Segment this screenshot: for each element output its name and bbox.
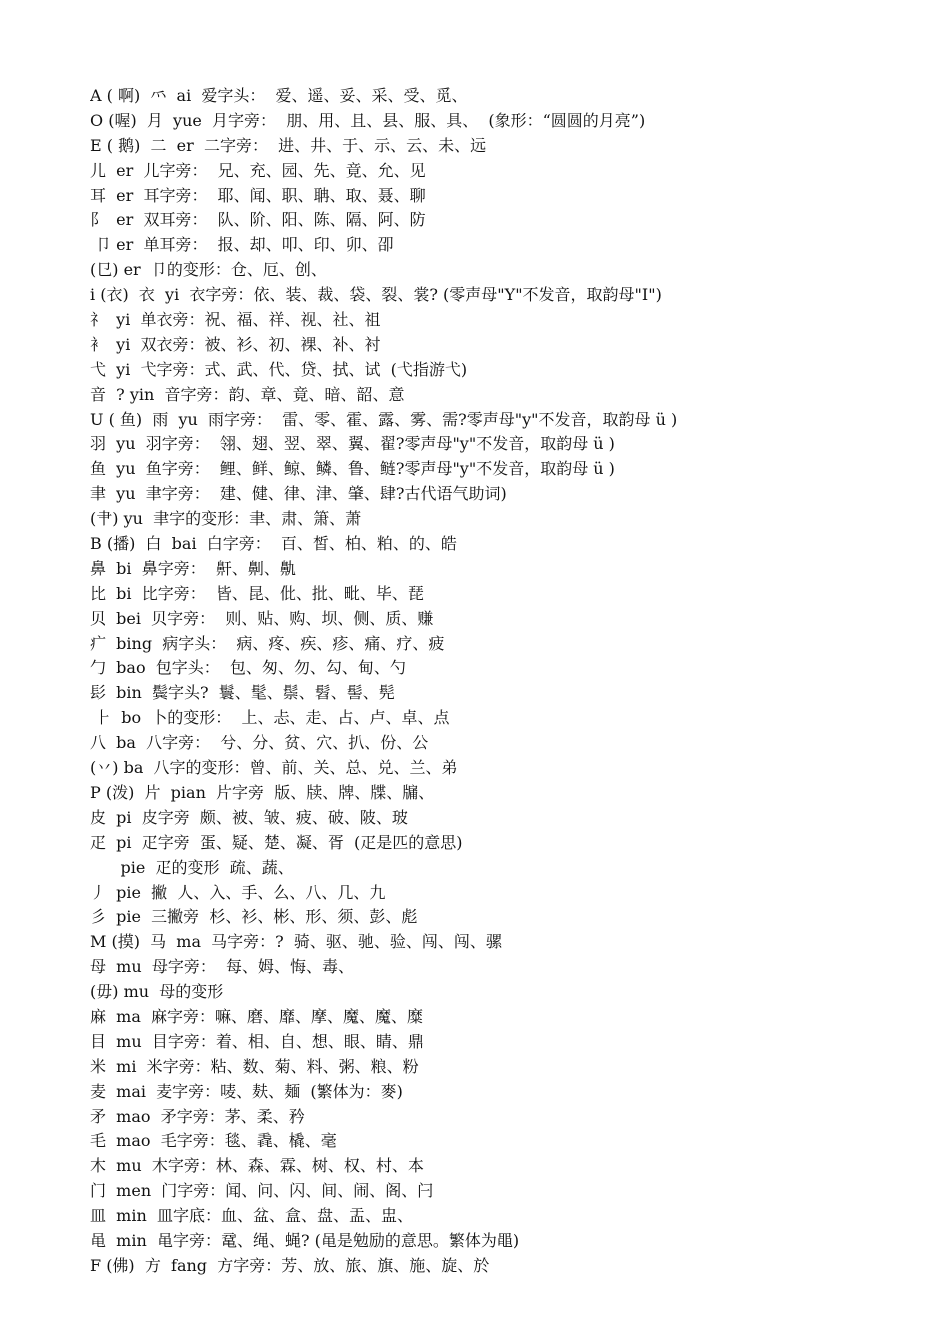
text-line: 黾 min 黾字旁：鼋、绳、蝇? (黾是勉励的意思。繁体为黽): [90, 1230, 520, 1250]
text-line: 卩 er 单耳旁： 报、却、叩、印、卯、卲: [90, 235, 394, 255]
text-line: B (播) 白 bai 白字旁： 百、皙、柏、粕、的、皓: [90, 534, 457, 554]
text-line: M (摸) 马 ma 马字旁：? 骑、驱、驰、验、闯、闯、骡: [90, 932, 502, 952]
text-line: pie 疋的变形 疏、蔬、: [90, 857, 294, 877]
text-line: 矛 mao 矛字旁：茅、柔、矜: [90, 1106, 305, 1126]
text-line: ⺊ bo 卜的变形： 上、忐、走、占、卢、卓、点: [90, 708, 450, 728]
text-line: U ( 鱼) 雨 yu 雨字旁： 雷、零、霍、露、雾、需?零声母"y"不发音，取韵母 ü ): [90, 409, 678, 429]
text-line: 彡 pie 三撇旁 杉、衫、彬、形、须、彭、彪: [90, 907, 418, 927]
text-line: 皮 pi 皮字旁 颇、被、皱、疲、破、陂、玻: [90, 807, 408, 827]
text-line: 米 mi 米字旁：粘、数、菊、料、粥、粮、粉: [90, 1056, 419, 1076]
text-line: (毋) mu 母的变形: [90, 982, 224, 1002]
text-line: A ( 啊) ⺤ ai 爱字头： 爱、遥、妥、采、受、觅、: [90, 86, 468, 105]
text-line: 皿 min 皿字底：血、盆、盒、盘、盂、盅、: [90, 1206, 413, 1226]
text-line: (肀) yu 聿字的变形：聿、肃、箫、萧: [90, 509, 362, 529]
text-line: 髟 bin 鬓字头? 鬟、髦、鬃、髫、髻、髡: [90, 683, 395, 703]
text-line: 疋 pi 疋字旁 蛋、疑、楚、凝、胥 (疋是匹的意思): [90, 832, 463, 852]
text-line: 阝 er 双耳旁： 队、阶、阳、陈、隔、阿、防: [90, 210, 426, 230]
text-line: 礻 yi 单衣旁：祝、福、祥、视、社、祖: [90, 310, 381, 330]
text-line: O (喔) 月 yue 月字旁： 朋、用、且、县、服、具、 (象形：“圆圆的月亮”): [90, 110, 646, 130]
text-line: 弋 yi 弋字旁：式、武、代、贷、拭、试 (弋指游弋): [90, 359, 468, 379]
text-line: 毛 mao 毛字旁：毯、毳、橇、毫: [90, 1131, 337, 1151]
text-line: 目 mu 目字旁：着、相、自、想、眼、睛、鼎: [90, 1031, 424, 1051]
text-line: E ( 鹅) 二 er 二字旁： 进、井、于、示、云、未、远: [90, 135, 487, 155]
text-line: 八 ba 八字旁： 兮、分、贫、穴、扒、份、公: [90, 733, 429, 753]
text-line: 聿 yu 聿字旁： 建、健、律、津、肇、肆?古代语气助词): [90, 484, 507, 504]
text-line: 麦 mai 麦字旁：唛、麸、麺 (繁体为：麥): [90, 1081, 403, 1101]
text-line: 比 bi 比字旁： 皆、昆、仳、批、毗、毕、琵: [90, 583, 424, 603]
text-line: 耳 er 耳字旁： 耶、闻、职、聃、取、聂、聊: [90, 185, 426, 205]
text-line: 丿 pie 撇 人、入、手、么、八、几、九: [90, 882, 386, 902]
text-line: 麻 ma 麻字旁：嘛、磨、靡、摩、魔、魔、糜: [90, 1006, 424, 1026]
text-line: 鱼 yu 鱼字旁： 鲤、鲜、鲸、鳞、鲁、鲢?零声母"y"不发音，取韵母 ü ): [90, 459, 615, 479]
text-line: 鼻 bi 鼻字旁： 鼾、劓、鼽: [90, 558, 296, 578]
text-line: (丷) ba 八字的变形：曾、前、关、总、兑、兰、弟: [90, 758, 458, 778]
text-line: 衤 yi 双衣旁：被、衫、初、裸、补、衬: [90, 334, 381, 354]
text-line: (㔾) er 卩的变形：仓、厄、创、: [90, 260, 327, 280]
text-line: 贝 bei 贝字旁： 则、贴、购、坝、侧、质、赚: [90, 608, 434, 628]
text-line: 疒 bing 病字头： 病、疼、疾、疹、痛、疗、疲: [90, 633, 445, 653]
text-line: 母 mu 母字旁： 每、姆、悔、毒、: [90, 957, 354, 977]
document-body: [90, 84, 910, 1279]
text-line: 羽 yu 羽字旁： 翎、翅、翌、翠、翼、翟?零声母"y"不发音，取韵母 ü ): [90, 434, 615, 454]
text-line: 门 men 门字旁：闻、问、闪、间、闹、阁、闩: [90, 1181, 434, 1201]
text-line: 儿 er 儿字旁： 兄、充、园、先、竟、允、见: [90, 160, 426, 180]
text-line: P (泼) 片 pian 片字旁 版、牍、牌、牒、牖、: [90, 782, 435, 802]
text-line: 音 ? yin 音字旁：韵、章、竟、暗、韶、意: [90, 384, 405, 404]
text-line: 木 mu 木字旁：林、森、霖、树、权、村、本: [90, 1156, 424, 1176]
text-line: F (佛) 方 fang 方字旁：芳、放、旅、旗、施、旋、於: [90, 1255, 490, 1275]
text-line: i (衣) 衣 yi 衣字旁：依、装、裁、袋、裂、裳? (零声母"Y"不发音，取韵母"I"): [90, 285, 662, 305]
text-line: 勹 bao 包字头： 包、匆、勿、勾、甸、勺: [90, 658, 406, 678]
